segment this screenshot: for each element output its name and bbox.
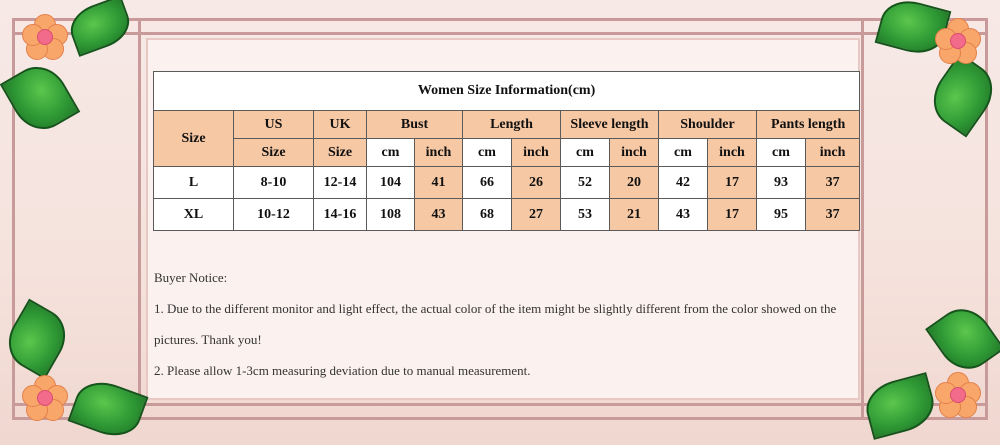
- table-row: [154, 167, 860, 199]
- header-uk: UK: [314, 111, 367, 139]
- cell-bust-cm: 108: [367, 199, 415, 231]
- frame-rail-right: [861, 18, 864, 420]
- header-us: US: [234, 111, 314, 139]
- cell-us: 8-10: [234, 167, 314, 199]
- header-shoulder-cm: cm: [659, 139, 708, 167]
- cell-pants-inch: 37: [806, 167, 860, 199]
- cell-sleeve-inch: 20: [610, 167, 659, 199]
- cell-length-cm: 66: [463, 167, 512, 199]
- header-sleeve-cm: cm: [561, 139, 610, 167]
- cell-size: XL: [154, 199, 234, 231]
- cell-size: L: [154, 167, 234, 199]
- cell-pants-inch: 37: [806, 199, 860, 231]
- cell-length-inch: 27: [512, 199, 561, 231]
- cell-bust-inch: 43: [415, 199, 463, 231]
- header-bust-inch: inch: [415, 139, 463, 167]
- cell-uk: 14-16: [314, 199, 367, 231]
- cell-bust-cm: 104: [367, 167, 415, 199]
- header-sleeve-inch: inch: [610, 139, 659, 167]
- notice-line-2: 2. Please allow 1-3cm measuring deviation due to manual measurement.: [154, 363, 531, 378]
- cell-sleeve-inch: 21: [610, 199, 659, 231]
- frame-rail-top: [12, 32, 988, 35]
- notice-line-1: 1. Due to the different monitor and light effect, the actual color of the item might be slightly different from the color showed on the: [154, 301, 837, 316]
- header-shoulder: Shoulder: [659, 111, 757, 139]
- notice-heading: Buyer Notice:: [154, 270, 228, 285]
- cell-length-cm: 68: [463, 199, 512, 231]
- header-length-inch: inch: [512, 139, 561, 167]
- header-size: Size: [154, 111, 234, 167]
- cell-us: 10-12: [234, 199, 314, 231]
- frame-rail-left: [138, 18, 141, 420]
- header-uk-size: Size: [314, 139, 367, 167]
- cell-sleeve-cm: 52: [561, 167, 610, 199]
- header-bust-cm: cm: [367, 139, 415, 167]
- cell-shoulder-cm: 43: [659, 199, 708, 231]
- cell-bust-inch: 41: [415, 167, 463, 199]
- flower-icon: [935, 372, 979, 416]
- header-pants-cm: cm: [757, 139, 806, 167]
- size-table: [153, 71, 860, 231]
- header-us-size: Size: [234, 139, 314, 167]
- header-pants-length: Pants length: [757, 111, 860, 139]
- cell-shoulder-inch: 17: [708, 199, 757, 231]
- header-sleeve-length: Sleeve length: [561, 111, 659, 139]
- header-length: Length: [463, 111, 561, 139]
- buyer-notice: [154, 262, 854, 386]
- table-row: [154, 199, 860, 231]
- header-pants-inch: inch: [806, 139, 860, 167]
- frame-rail-bottom: [12, 403, 988, 406]
- header-shoulder-inch: inch: [708, 139, 757, 167]
- cell-pants-cm: 95: [757, 199, 806, 231]
- flower-icon: [935, 18, 979, 62]
- header-length-cm: cm: [463, 139, 512, 167]
- cell-shoulder-cm: 42: [659, 167, 708, 199]
- cell-shoulder-inch: 17: [708, 167, 757, 199]
- table-title: Women Size Information(cm): [154, 72, 860, 111]
- cell-length-inch: 26: [512, 167, 561, 199]
- cell-pants-cm: 93: [757, 167, 806, 199]
- cell-uk: 12-14: [314, 167, 367, 199]
- header-bust: Bust: [367, 111, 463, 139]
- flower-icon: [22, 375, 66, 419]
- notice-line-1-continued: pictures. Thank you!: [154, 332, 262, 347]
- cell-sleeve-cm: 53: [561, 199, 610, 231]
- flower-icon: [22, 14, 66, 58]
